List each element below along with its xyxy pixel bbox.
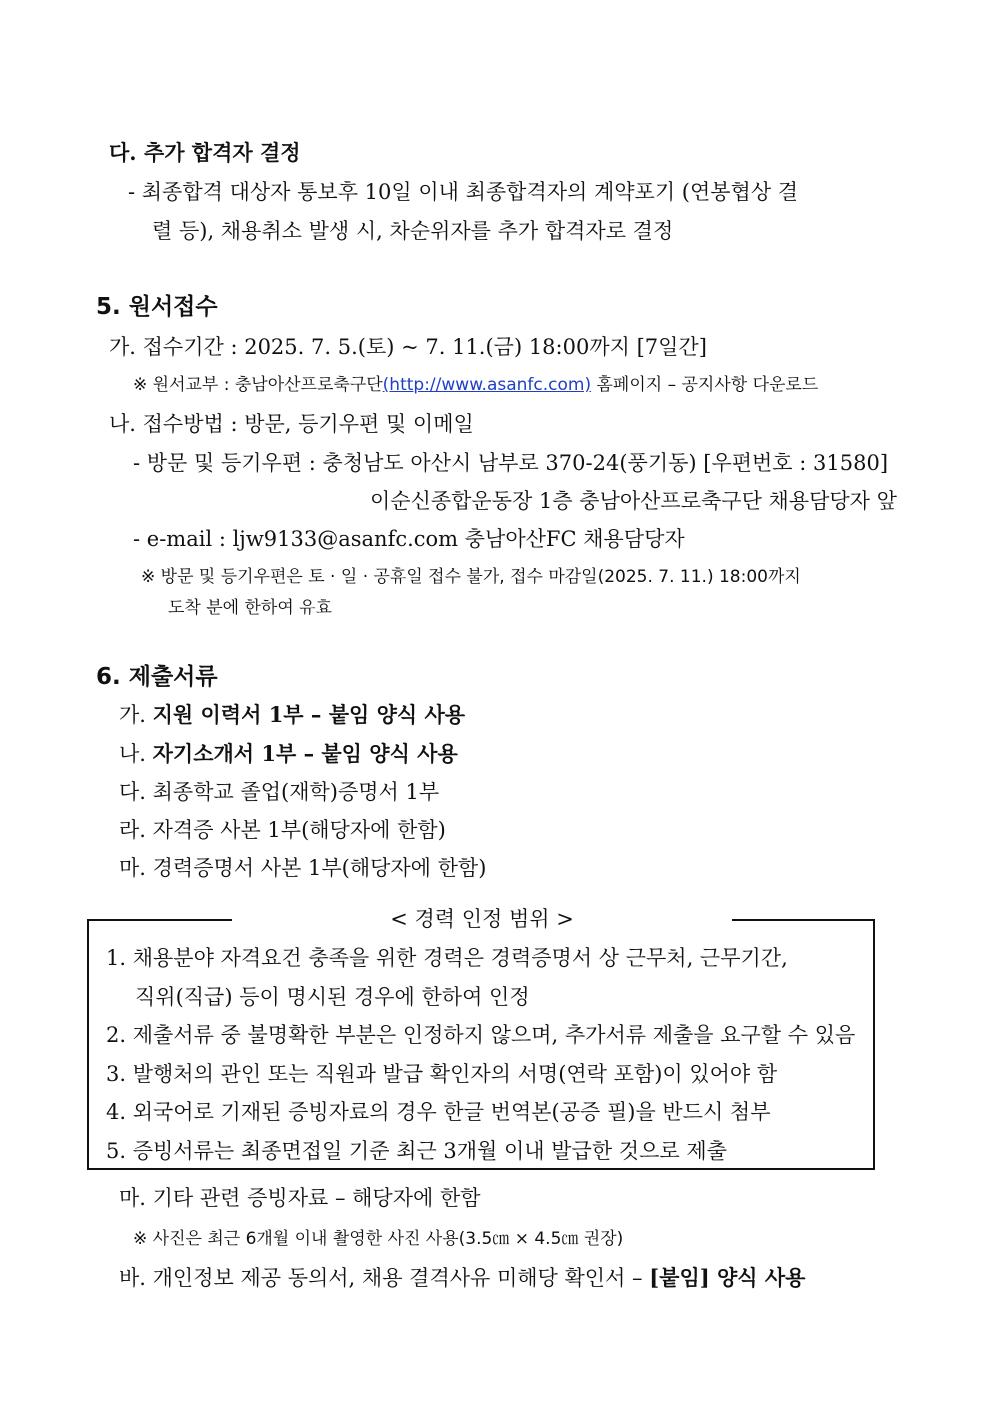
deadline-note-line2: 도착 분에 한하여 유효 (168, 598, 333, 618)
career-rule-4: 4. 외국어로 기재된 증빙자료의 경우 한글 번역본(공증 필)을 반드시 첨부 (106, 1100, 771, 1124)
deadline-note-line1: ※ 방문 및 등기우편은 토 · 일 · 공휴일 접수 불가, 접수 마감일(2025. 7. 11.) 18:00까지 (141, 567, 801, 587)
document-item-prefix: 나. (119, 742, 153, 766)
documents-heading-text: 6. 제출서류 (96, 664, 218, 690)
subsection-heading-additional-pass: 다. 추가 합격자 결정 (109, 140, 301, 165)
document-item-career-cert: 마. 경력증명서 사본 1부(해당자에 한함) (119, 856, 487, 880)
consent-bold: [붙임] 양식 사용 (649, 1265, 806, 1290)
document-item-consent (119, 1264, 805, 1292)
section-heading-documents (96, 662, 218, 692)
document-item-license: 라. 자격증 사본 1부(해당자에 한함) (119, 818, 446, 842)
visit-mail-address-line1: - 방문 및 등기우편 : 충청남도 아산시 남부로 370-24(풍기동) [우편번호 : 31580] (133, 451, 889, 475)
career-recognition-title: < 경력 인정 범위 > (232, 903, 732, 935)
document-item-prefix: 가. (119, 703, 153, 727)
additional-pass-text-line1: - 최종합격 대상자 통보후 10일 이내 최종합격자의 계약포기 (연봉협상 결 (128, 180, 799, 204)
document-item-graduation: 다. 최종학교 졸업(재학)증명서 1부 (119, 780, 440, 804)
career-rule-3: 3. 발행처의 관인 또는 직원과 발급 확인자의 서명(연락 포함)이 있어야 함 (106, 1062, 778, 1086)
email-line: - e-mail : ljw9133@asanfc.com 충남아산FC 채용담당자 (133, 527, 685, 551)
document-item-other-evidence: 마. 기타 관련 증빙자료 – 해당자에 한함 (119, 1186, 481, 1210)
section-heading-application: 5. 원서접수 (96, 294, 218, 320)
document-item-self-intro (119, 740, 458, 768)
additional-pass-text-line2: 렬 등), 채용취소 발생 시, 차순위자를 추가 합격자로 결정 (152, 219, 674, 243)
download-note-suffix: 홈페이지 – 공지사항 다운로드 (591, 375, 819, 395)
career-rule-1-line2: 직위(직급) 등이 명시된 경우에 한하여 인정 (135, 985, 530, 1009)
document-item-text: 지원 이력서 1부 – 붙임 양식 사용 (152, 702, 466, 727)
career-rule-1-line1: 1. 채용분야 자격요건 충족을 위한 경력은 경력증명서 상 근무처, 근무기간, (106, 946, 788, 970)
photo-note: ※ 사진은 최근 6개월 이내 촬영한 사진 사용(3.5㎝ × 4.5㎝ 권장) (133, 1229, 624, 1249)
consent-prefix: 바. 개인정보 제공 동의서, 채용 결격사유 미해당 확인서 – (119, 1266, 650, 1290)
visit-mail-address-line2: 이순신종합운동장 1층 충남아산프로축구단 채용담당자 앞 (370, 489, 897, 513)
application-download-note (133, 373, 818, 397)
document-item-text: 자기소개서 1부 – 붙임 양식 사용 (152, 741, 458, 766)
career-rule-2: 2. 제출서류 중 불명확한 부분은 인정하지 않으며, 추가서류 제출을 요구할 수 있음 (106, 1023, 856, 1047)
application-method: 나. 접수방법 : 방문, 등기우편 및 이메일 (109, 412, 474, 436)
document-item-resume (119, 701, 465, 729)
career-rule-5: 5. 증빙서류는 최종면접일 기준 최근 3개월 이내 발급한 것으로 제출 (106, 1139, 727, 1163)
download-note-prefix: ※ 원서교부 : 충남아산프로축구단 (133, 375, 383, 395)
homepage-link[interactable]: (http://www.asanfc.com) (382, 375, 592, 395)
application-period: 가. 접수기간 : 2025. 7. 5.(토) ~ 7. 11.(금) 18:00까지 [7일간] (109, 335, 707, 359)
